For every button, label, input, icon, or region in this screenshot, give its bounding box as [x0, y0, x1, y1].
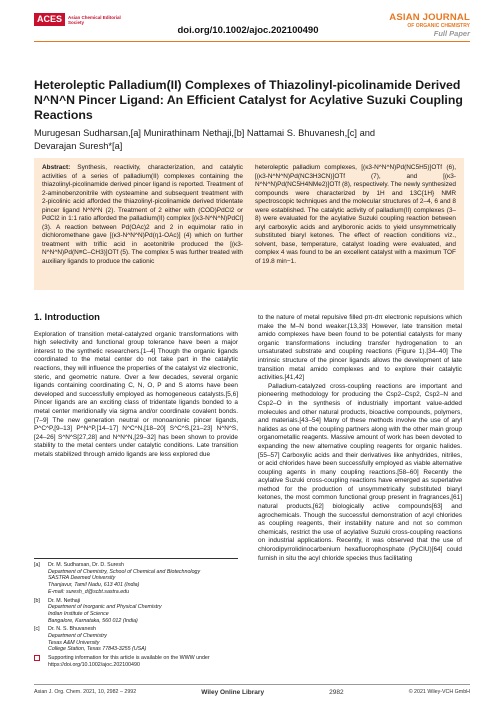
body-column-left [34, 314, 238, 460]
article-type: Full Paper [433, 29, 470, 38]
doi-link[interactable]: doi.org/10.1002/ajoc.202100490 [177, 25, 319, 36]
affiliation-tag: [a] [34, 562, 40, 568]
intro-paragraph-2: to the nature of metal repulsive filled pπ-dπ electronic repulsions which make the M–N bond weaker.[13,33] However, late transition metal amido complexes have been found to be potential catalysts for many organic transformations including transfer hydrogenation to an unsaturated substrate and coupling reactions (Figure 1).[34–40] The intrinsic structure of the pincer ligands allows the development of late transition metal amido complexes and to explore their catalytic activities.[41,42] [258, 314, 462, 382]
affiliation-line: Department of Inorganic and Physical Chemistry [48, 604, 162, 611]
affiliation-line: Department of Chemistry, School of Chemical and Biotechnology [48, 568, 201, 575]
author-list [34, 127, 464, 153]
affiliation-text [48, 562, 200, 596]
affiliation-tag: [b] [34, 597, 40, 604]
aces-logo-subtitle: Asian Chemical Editorial Society [68, 14, 121, 25]
abstract-text-2: heteroleptic palladium complexes, [(κ3-N^N^N)Pd(NC5H5)]OTf (6), [(κ3-N^N^N)Pd(NC3H3CN)]OTf (7), and [(κ3-N^N^N)Pd(NC5H4NMe2)]OTf (8), respectively. The newly synthesized compounds were characterized by 1H and 13C{1H} NMR spectroscopic techniques and the molecular structures of 2–4, 6 and 8 were established. The catalytic activity of palladium(II) complexes (3–8) were evaluated for the acylative Suzuki coupling reaction between aryl carboxylic acids and arylboronic acids to yield unsymmetrically substituted biaryl ketones. The effect of reaction conditions viz., solvent, base, temperature, catalyst loading were evaluated, and complex 4 was found to be an excellent catalyst with a maximum TOF of 19.8 min−1. [255, 164, 456, 265]
affiliation-b [34, 598, 238, 625]
journal-citation: Asian J. Org. Chem. 2021, 10, 2982 – 2992 [34, 689, 137, 695]
abstract-column-1 [42, 164, 243, 284]
wiley-online-library-link[interactable]: Wiley Online Library [201, 688, 265, 696]
body-column-right [258, 314, 462, 563]
intro-paragraph-3: Palladium-catalyzed cross-coupling reactions are important and pioneering methodology for producing the Csp2–Csp2, Csp2–N and Csp2–O in the synthesis of industrially important value-added molecules and other natural products, bioactive compounds, polymers, and materials.[43–54] Many of these methods involve the use of aryl halides as one of the coupling partners along with the other main group organometallic reagents. Massive amount of work has been devoted to expanding the new alternative coupling reagents for organic halides.[55–57] Carboxylic acids and their derivatives like anhydrides, nitriles, or acid chlorides have been successfully employed as viable alternative coupling agents in many coupling reactions.[58–60] Recently the acylative Suzuki cross-coupling reactions have emerged as superlative method for the production of unsymmetrically substituted biaryl ketones, the most common functional group present in fragrances,[61] natural products,[62] biologically active compounds[63] and agrochemicals. Though the successful demonstration of acyl chlorides as coupling reagents, their instability nature and not so common chemicals, restrict the use of acylative Suzuki cross-coupling reactions on industrial applications. Recently, it was observed that the use of chlorodipyrrolidinocarbenium hexafluorophosphate (PyCIU)[64] could furnish in situ the acyl chloride species thus facilitating [258, 382, 462, 562]
abstract-label: Abstract: [42, 164, 71, 171]
footer-divider [34, 684, 470, 685]
abstract-box [34, 158, 464, 290]
page-number: 2982 [329, 688, 344, 696]
affiliation-line: Bangalore, Karnataka, 560 012 (India) [48, 617, 138, 624]
affiliation-c [34, 626, 238, 653]
intro-paragraph-1: Exploration of transition metal-catalyzed organic transformations with high selectivity and functional group tolerance have been a major interest to the synthetic researchers.[1–4] Though the organic ligands coordinated to the metal center do not take part in the catalytic reactions, they will influence the properties of the catalyst viz electronic, steric, and geometric nature. Over a few decades, several organic ligands containing coordinating C, N, O, P and S atoms have been developed and successfully employed as homogeneous catalysts.[5,6] Pincer ligands are an exciting class of tridentate ligands bonded to a metal center meridionally via sigma and/or coordinate covalent bonds.[7–9] The new generation neutral or monoanionic pincer ligands, P^C^P,[9–13] P^N^P,[14–17] N^C^N,[18–20] S^C^S,[21–23] N^N^S,[24–26] S^N^S[27,28] and N^N^N,[29–32] has been shown to provide stability to the metal centers under catalytic conditions. Late transition metals stabilized through amido ligands are less explored due [34, 330, 238, 458]
abstract-text-1: Synthesis, reactivity, characterization, and catalytic activities of a series of palladium(II) complexes containing the thiazolinyl-picolinamide derived pincer ligand is reported. Treatment of 2-aminobenzonitrile with cysteamine and subsequent treatment with 2-picolinic acid afforded the thiazolinyl-picolinamide derived tridentate pincer ligand N^N^N (2). Treatment of 2 either with (COD)PdCl2 or PdCl2 in 1:1 ratio afforded the palladium(II) complex [(κ3-N^N^N)PdCl] (3). A reaction between Pd(OAc)2 and 2 in equimolar ratio in dichloromethane gave [(κ3-N^N^N)Pd(η1-OAc)] (4) which on further treatment with triflic acid in acetonitrile produced the [(κ3-N^N^N)Pd(N≡C–CH3)]OTf (5). The complex 5 was further treated with auxiliary ligands to produce the cationic [42, 164, 243, 265]
affiliation-tag: [c] [34, 626, 40, 633]
affiliations-block [34, 558, 238, 671]
affiliation-line: Indian Institute of Science [48, 610, 109, 617]
supporting-info-icon-wrap [34, 655, 48, 668]
supporting-info [34, 655, 238, 668]
affiliation-text [48, 598, 162, 625]
journal-name: ASIAN JOURNAL [389, 12, 470, 23]
affiliation-text [48, 626, 146, 653]
page-footer [34, 688, 470, 696]
affiliation-line: Dr. M. Nethaji [48, 597, 81, 604]
affiliation-a [34, 562, 238, 596]
affiliation-line: SASTRA Deemed University [48, 575, 116, 582]
affiliation-line: Dr. N. S. Bhuvanesh [48, 626, 96, 633]
abstract-column-2 [255, 164, 456, 284]
affiliation-line: Department of Chemistry [48, 633, 107, 640]
journal-subname: OF ORGANIC CHEMISTRY [407, 23, 470, 29]
aces-logo-mark: ACES [34, 13, 65, 26]
author-line-2: Devarajan Suresh*[a] [34, 141, 123, 151]
header-divider [34, 41, 470, 42]
copyright: © 2021 Wiley-VCH GmbH [408, 689, 470, 695]
page-header [0, 0, 496, 46]
affiliation-line: Texas A&M University [48, 639, 100, 646]
affiliation-line: Dr. M. Sudharsan, Dr. D. Suresh [48, 562, 124, 568]
document-icon [34, 655, 40, 661]
section-heading: 1. Introduction [34, 312, 100, 323]
affiliation-line: College Station, Texas 77843-3255 (USA) [48, 646, 147, 653]
affiliation-line: Thanjavur, Tamil Nadu, 613 401 (India) [48, 582, 140, 589]
affiliation-email[interactable]: E-mail: suresh_d@scbt.sastra.edu [48, 588, 130, 595]
journal-logo [389, 12, 470, 38]
supporting-info-text[interactable]: Supporting information for this article is available on the WWW under https://doi.org/10.1002/ajoc.202100490 [48, 655, 210, 668]
author-line-1: Murugesan Sudharsan,[a] Munirathinam Nethaji,[b] Nattamai S. Bhuvanesh,[c] and [34, 128, 376, 138]
article-title: Heteroleptic Palladium(II) Complexes of Thiazolinyl-picolinamide Derived N^N^N Pincer Ligand: An Efficient Catalyst for Acylative Suzuki Coupling Reactions [34, 78, 463, 122]
